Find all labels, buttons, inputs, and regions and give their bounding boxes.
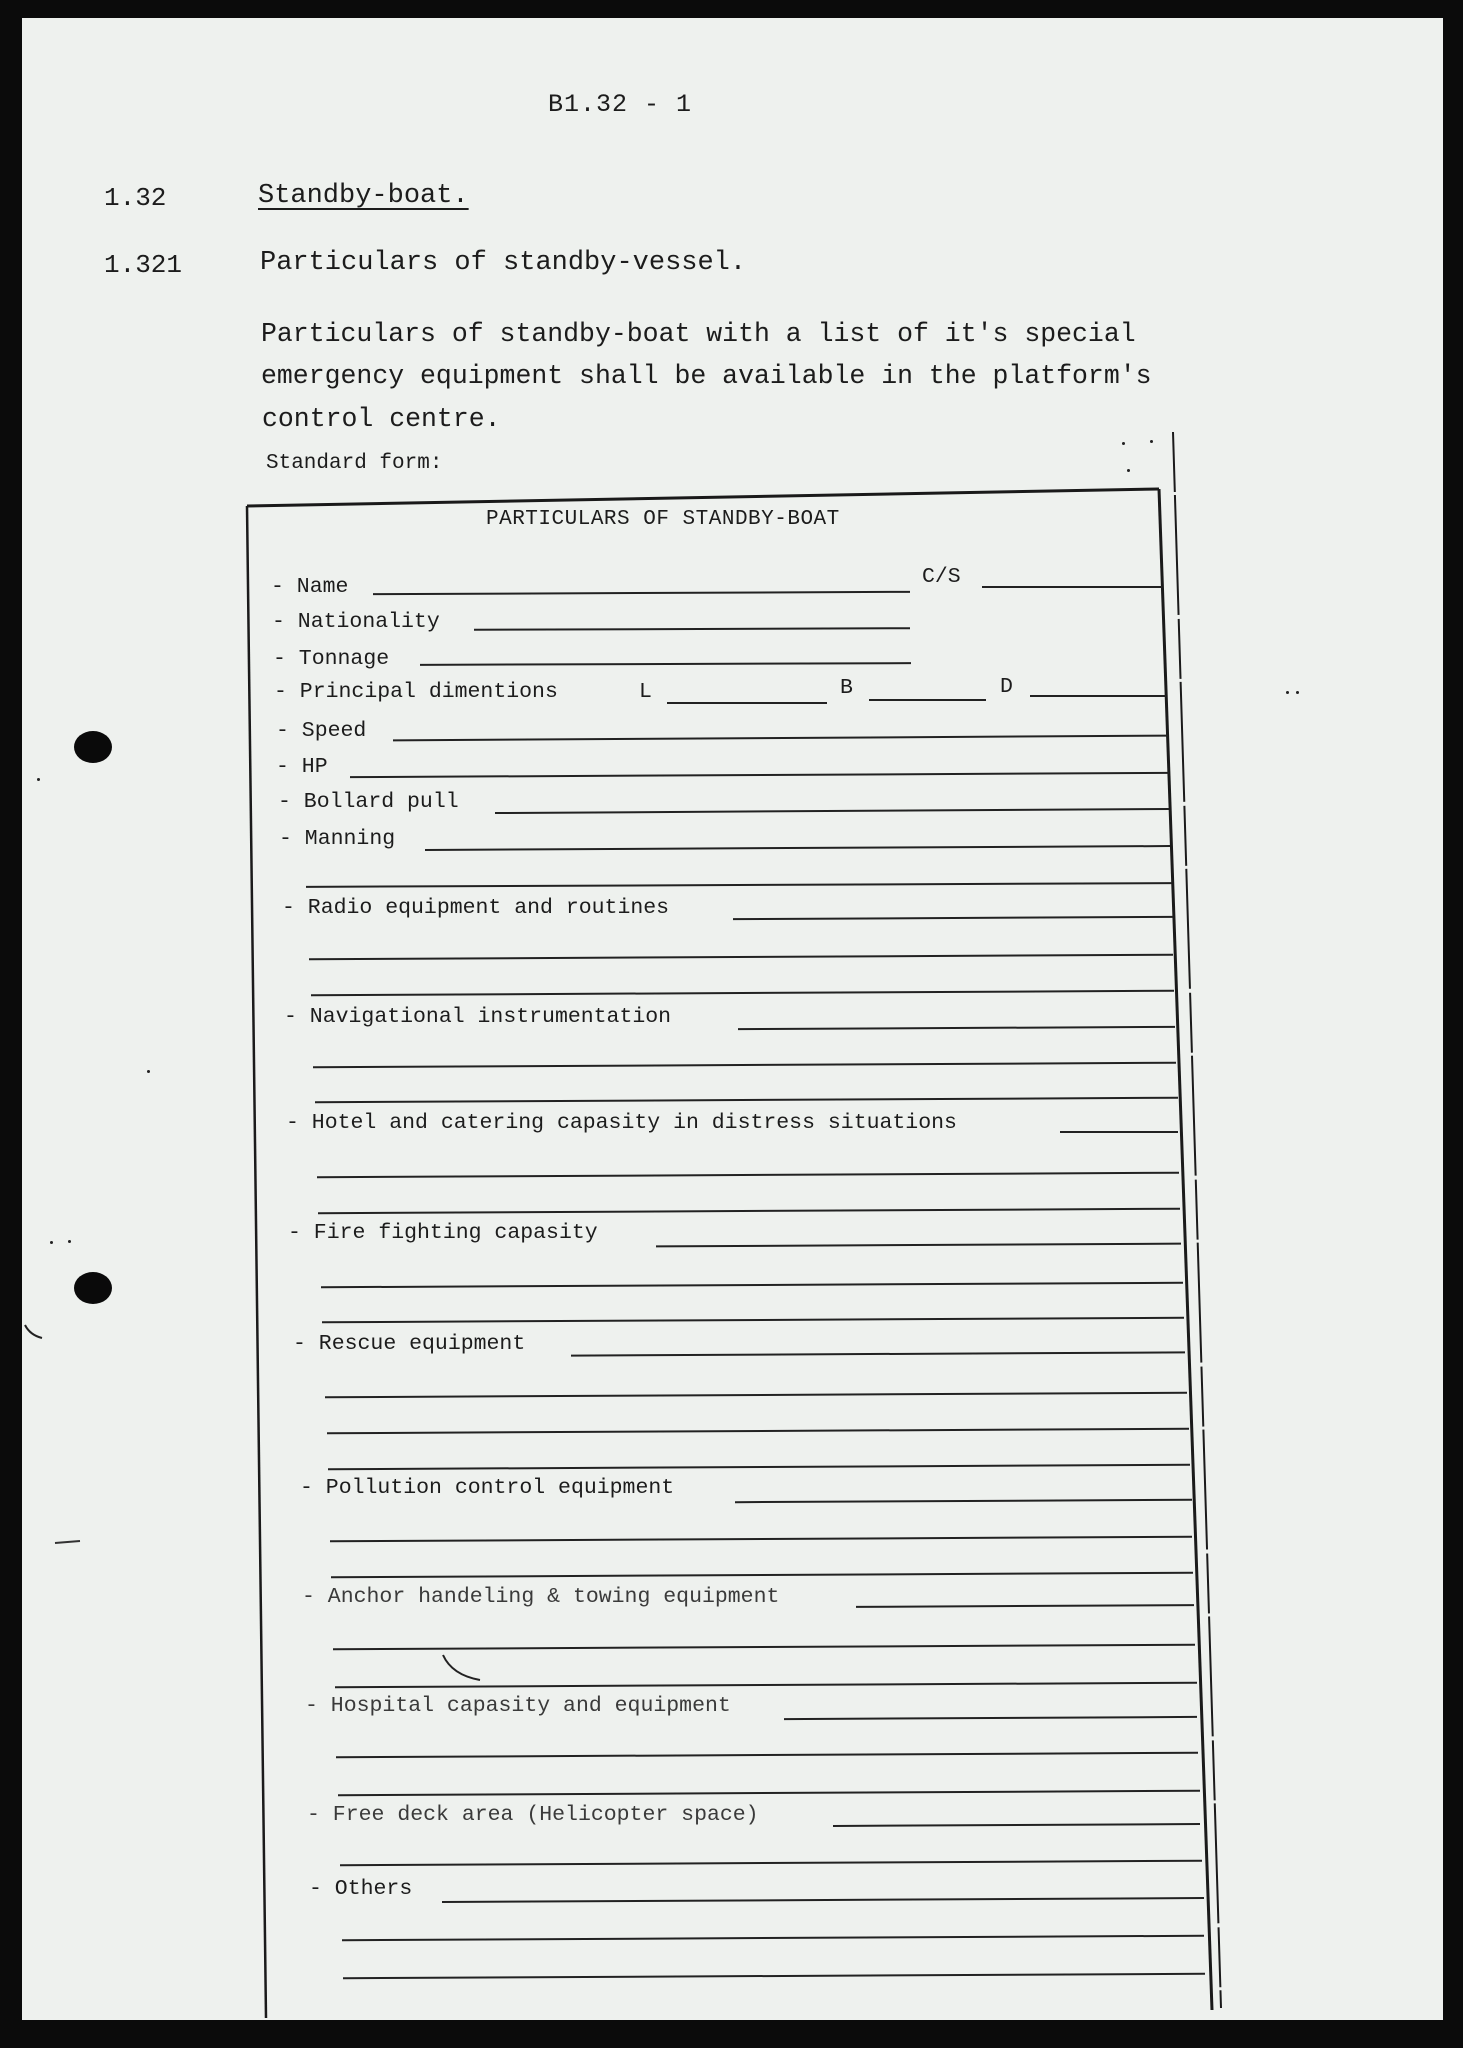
- paragraph-line-1: Particulars of standby-boat with a list of it's special: [261, 319, 1136, 349]
- scan-speck: [68, 1240, 71, 1243]
- field-label-bollard-pull: - Bollard pull: [278, 790, 459, 814]
- field-input-hotel[interactable]: [1060, 1131, 1178, 1133]
- field-label-anchor: - Anchor handeling & towing equipment: [302, 1585, 780, 1609]
- paragraph-line-2: emergency equipment shall be available in the platform's: [261, 361, 1152, 391]
- field-label-others: - Others: [309, 1877, 413, 1901]
- paragraph-line-3: control centre.: [262, 404, 501, 434]
- field-label-breadth: B: [840, 676, 853, 700]
- field-input-depth[interactable]: [1030, 695, 1166, 697]
- field-label-pollution: - Pollution control equipment: [300, 1476, 675, 1500]
- page-number: B1.32 - 1: [548, 90, 693, 119]
- scan-speck: [37, 778, 40, 781]
- field-input-length[interactable]: [667, 702, 827, 704]
- pen-mark: [443, 1655, 480, 1680]
- field-label-length: L: [639, 680, 652, 704]
- field-label-hotel: - Hotel and catering capasity in distress situations: [286, 1111, 957, 1135]
- field-label-hospital: - Hospital capasity and equipment: [305, 1694, 731, 1718]
- scan-speck: [147, 1070, 150, 1073]
- field-label-speed: - Speed: [276, 719, 367, 743]
- scan-speck: [1286, 691, 1289, 694]
- section-number-1-321: 1.321: [104, 250, 183, 280]
- field-label-hp: - HP: [276, 755, 328, 779]
- scan-speck: [1150, 440, 1153, 443]
- margin-mark: [25, 1325, 42, 1338]
- field-label-radio: - Radio equipment and routines: [282, 896, 670, 920]
- section-title-standby-boat: Standby-boat.: [258, 181, 469, 211]
- field-label-principal-dimentions: - Principal dimentions: [274, 680, 558, 704]
- form-title: PARTICULARS OF STANDBY-BOAT: [486, 508, 840, 531]
- standard-form-label: Standard form:: [266, 452, 443, 475]
- field-label-free-deck: - Free deck area (Helicopter space): [307, 1803, 759, 1827]
- form-box-top-border: [247, 489, 1159, 506]
- field-label-cs: C/S: [922, 565, 961, 589]
- field-label-nationality: - Nationality: [272, 610, 440, 634]
- field-input-breadth[interactable]: [869, 699, 986, 701]
- scan-speck: [1122, 442, 1125, 445]
- scan-speck: [1127, 469, 1130, 472]
- field-label-fire-fighting: - Fire fighting capasity: [288, 1221, 598, 1245]
- field-label-navigational: - Navigational instrumentation: [284, 1005, 672, 1029]
- field-label-name: - Name: [271, 575, 349, 599]
- outer-margin-line: [1173, 432, 1221, 2008]
- scan-speck: [1296, 691, 1299, 694]
- form-box-right-border: [1159, 489, 1212, 2010]
- section-number-1-32: 1.32: [104, 183, 167, 213]
- field-label-depth: D: [1000, 675, 1013, 699]
- field-label-rescue: - Rescue equipment: [293, 1332, 526, 1356]
- scan-speck: [50, 1241, 53, 1244]
- form-box-left-border: [247, 506, 266, 2018]
- field-label-manning: - Manning: [279, 827, 396, 851]
- field-label-tonnage: - Tonnage: [273, 647, 390, 671]
- section-title-particulars: Particulars of standby-vessel.: [260, 248, 747, 278]
- margin-dash: [55, 1541, 80, 1543]
- field-input-cs[interactable]: [982, 586, 1162, 588]
